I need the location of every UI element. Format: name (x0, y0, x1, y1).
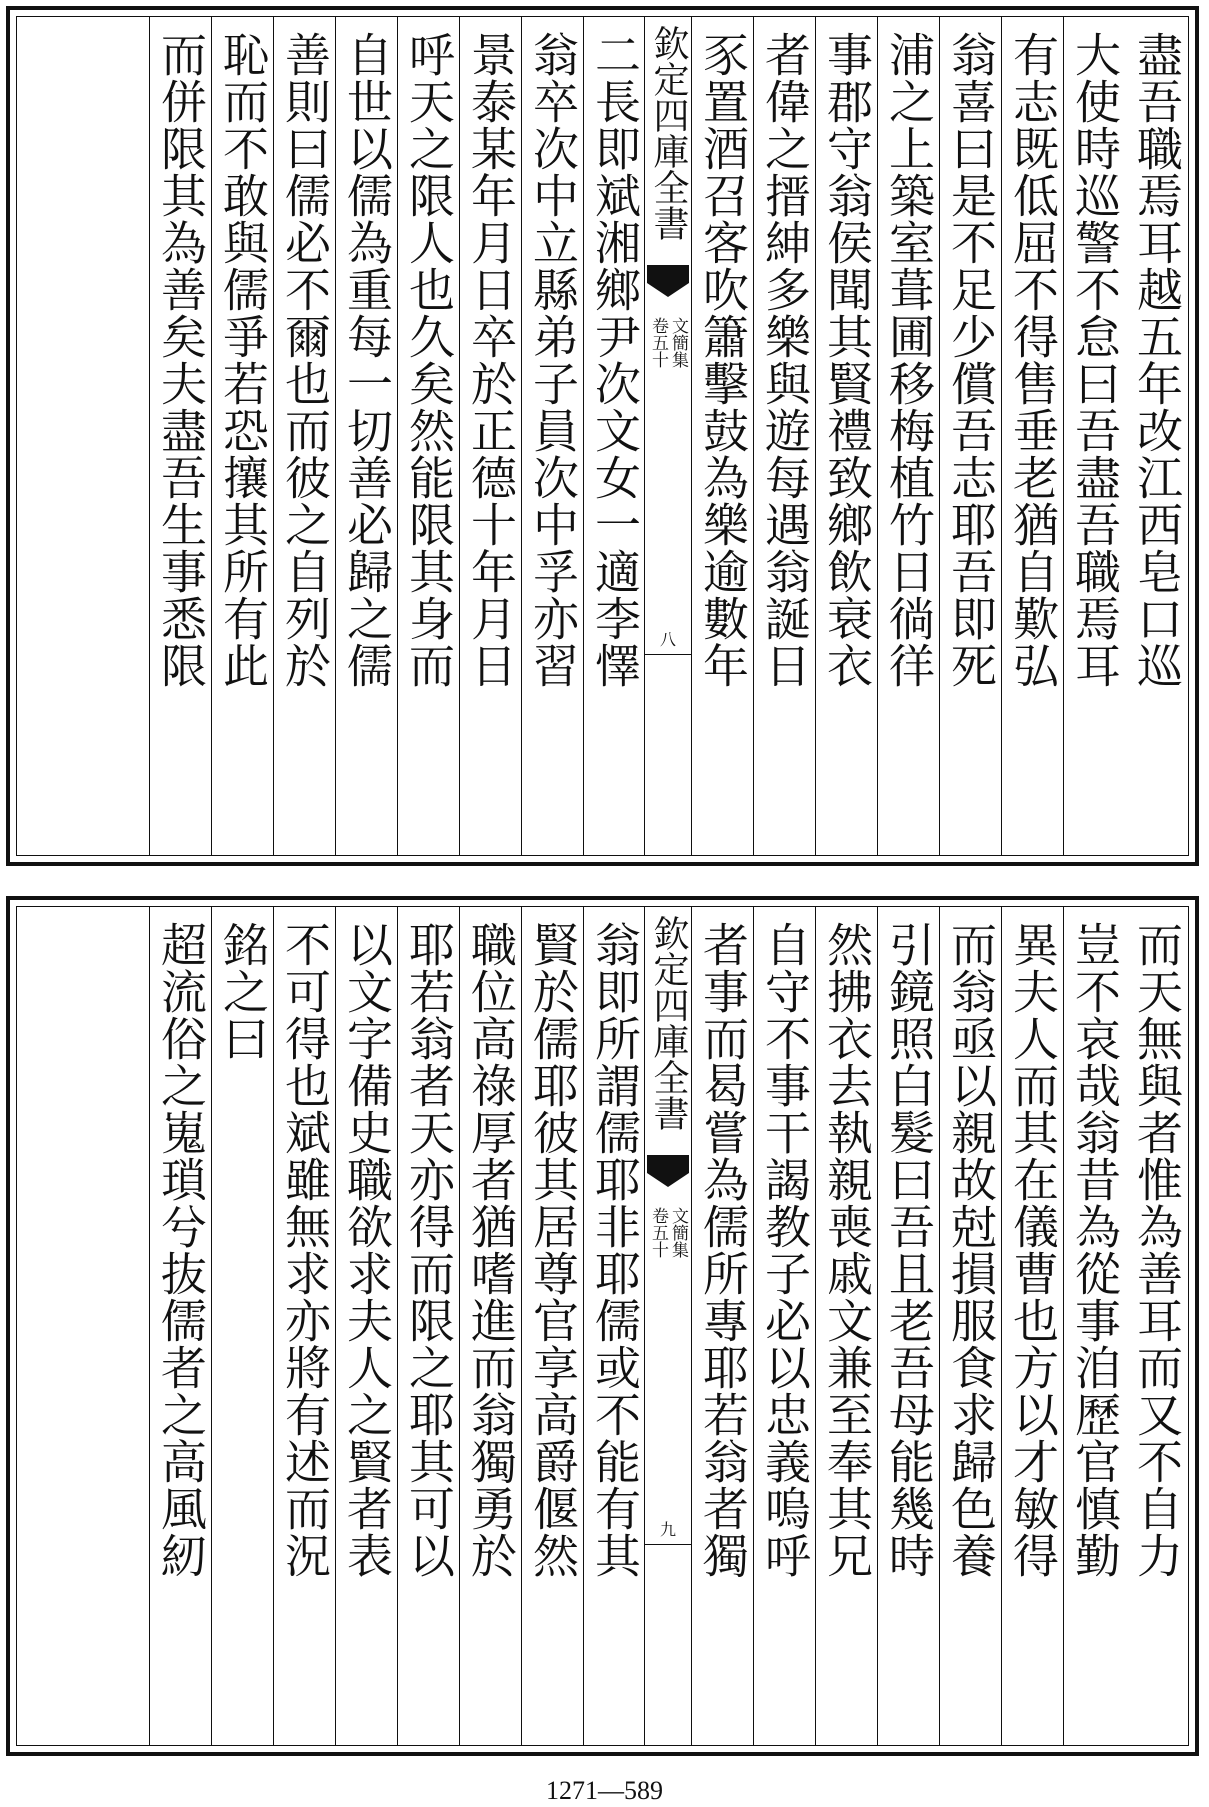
text-column (521, 17, 584, 855)
text-column (273, 17, 336, 855)
text-column (583, 907, 646, 1745)
column-text: 翁喜曰是不足少償吾志耶吾即死 (944, 31, 998, 689)
column-text: 者事而曷嘗為儒所專耶若翁者獨 (696, 921, 750, 1579)
text-column (1001, 17, 1064, 855)
column-text: 職位高祿厚者猶嗜進而翁獨勇於 (464, 921, 518, 1579)
bottom-page-frame (16, 906, 1189, 1746)
column-text: 二長即斌湘鄉尹次文女一適李懌 (588, 31, 642, 689)
volume-label: 卷五十 (648, 1207, 668, 1258)
text-column (211, 17, 274, 855)
text-column (273, 907, 336, 1745)
column-text: 浦之上築室葺圃移梅植竹日徜徉 (882, 31, 936, 689)
column-text: 然拂衣去執親喪戚文兼至奉其兄 (820, 921, 874, 1579)
text-column (753, 907, 816, 1745)
volume-label: 卷五十 (648, 317, 668, 368)
column-text: 自世以儒為重每一切善必歸之儒 (340, 31, 394, 689)
column-text: 而翁亟以親故尅損服食求歸色養 (944, 921, 998, 1579)
column-text: 恥而不敢與儒爭若恐攘其所有此 (216, 31, 270, 689)
text-column (335, 17, 398, 855)
column-text: 翁即所謂儒耶非耶儒或不能有其 (588, 921, 642, 1579)
text-column (459, 907, 522, 1745)
column-text: 不可得也斌雖無求亦將有述而況 (278, 921, 332, 1579)
text-column (1063, 907, 1126, 1745)
text-column (149, 17, 212, 855)
top-page-frame (16, 16, 1189, 856)
center-title: 欽定四庫全書 (648, 915, 689, 1131)
book-name: 文簡集 (668, 1207, 688, 1258)
text-column (211, 907, 274, 1745)
column-text: 以文字備史職欲求夫人之賢者表 (340, 921, 394, 1579)
column-text: 而天無與者惟為善耳而又不自力 (1130, 921, 1184, 1579)
text-column (1126, 907, 1188, 1745)
fish-tail-mark (647, 1155, 689, 1173)
bottom-page-panel (6, 896, 1199, 1756)
column-text: 者偉之搢紳多樂與遊每遇翁誕日 (758, 31, 812, 689)
column-text: 自守不事干謁教子必以忠義嗚呼 (758, 921, 812, 1579)
text-column (939, 17, 1002, 855)
book-name: 文簡集 (668, 317, 688, 368)
text-column (1001, 907, 1064, 1745)
text-column (815, 907, 878, 1745)
column-text: 盡吾職焉耳越五年改江西皂口巡 (1130, 31, 1184, 689)
column-text: 呼天之限人也久矣然能限其身而 (402, 31, 456, 689)
top-page-panel (6, 6, 1199, 866)
column-text: 耶若翁者天亦得而限之耶其可以 (402, 921, 456, 1579)
text-column (753, 17, 816, 855)
column-text: 豈不哀哉翁昔為從事洎歷官慎勤 (1068, 921, 1122, 1579)
column-text: 有志既低屈不得售垂老猶自歎弘 (1006, 31, 1060, 689)
text-column (335, 907, 398, 1745)
column-text: 大使時巡警不怠曰吾盡吾職焉耳 (1068, 31, 1122, 689)
text-column (521, 907, 584, 1745)
text-column (877, 907, 940, 1745)
page-number: 九 (645, 1517, 691, 1545)
text-column (459, 17, 522, 855)
text-column (149, 907, 212, 1745)
column-text: 異夫人而其在儀曹也方以才敏得 (1006, 921, 1060, 1579)
page-footer-number: 1271—589 (546, 1776, 663, 1805)
text-column (397, 907, 460, 1745)
column-text: 翁卒次中立縣弟子員次中孚亦習 (526, 31, 580, 689)
text-column (691, 17, 754, 855)
center-fold (644, 907, 692, 1745)
center-title: 欽定四庫全書 (648, 25, 689, 241)
text-column (877, 17, 940, 855)
column-text: 事郡守翁侯聞其賢禮致鄉飲衰衣 (820, 31, 874, 689)
column-text: 賢於儒耶彼其居尊官享高爵偃然 (526, 921, 580, 1579)
text-column (397, 17, 460, 855)
column-text: 景泰某年月日卒於正德十年月日 (464, 31, 518, 689)
column-text: 豕置酒召客吹簫擊鼓為樂逾數年 (696, 31, 750, 689)
column-text: 銘之曰 (216, 921, 270, 1062)
column-text: 而併限其為善矣夫盡吾生事悉限 (154, 31, 208, 689)
text-column (1126, 17, 1188, 855)
fish-tail-mark (647, 265, 689, 283)
text-column (1063, 17, 1126, 855)
column-text: 超流俗之嵬瑣兮抜儒者之高風紉 (154, 921, 208, 1579)
page-number: 八 (645, 627, 691, 655)
text-column (583, 17, 646, 855)
text-column (939, 907, 1002, 1745)
column-text: 引鏡照白髮曰吾且老吾母能幾時 (882, 921, 936, 1579)
text-column (691, 907, 754, 1745)
column-text: 善則曰儒必不爾也而彼之自列於 (278, 31, 332, 689)
text-column (815, 17, 878, 855)
center-fold (644, 17, 692, 855)
